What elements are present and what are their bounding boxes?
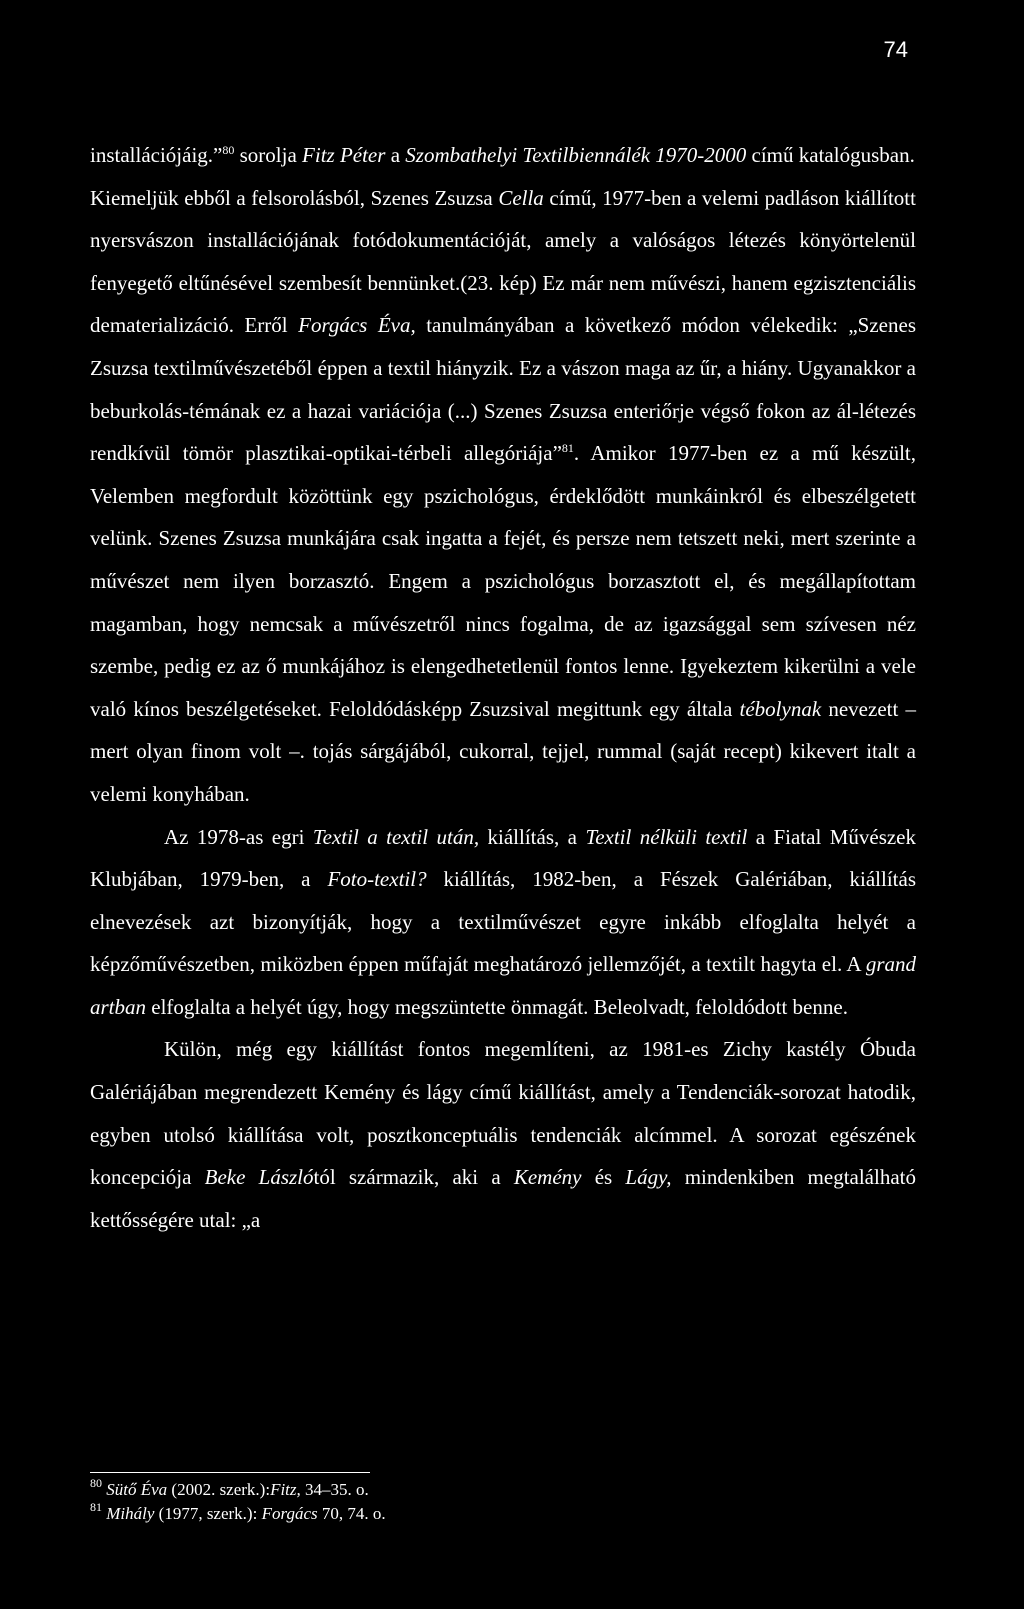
italic-text: Fitz, <box>270 1480 301 1499</box>
text-run: elfoglalta a helyét úgy, hogy megszüntette önmagát. Beleolvadt, feloldódott benne. <box>146 994 848 1019</box>
paragraph <box>90 816 916 1029</box>
footnote <box>90 1502 916 1526</box>
footnote <box>90 1478 916 1502</box>
text-run: Kiemeljük ebből a felsorolásból, Szenes Zsuzsa <box>90 185 499 210</box>
text-run: című, 1977-ben a velemi padláson kiállított nyersvászon installációjának fotódokumentációját, amely a valóságos létezés könyörtelenül fenyegető eltűnésével szembesít bennünket.(23. kép) Ez már nem művészi, hanem egzisztenciális dematerializáció. Erről <box>90 185 916 338</box>
text-run: című katalógusban. <box>746 143 915 167</box>
paragraph <box>90 177 916 816</box>
italic-text: Sütő Éva <box>106 1480 168 1499</box>
footnotes <box>90 1478 916 1526</box>
italic-text: Forgács <box>261 1504 318 1523</box>
text-run: nevezett – mert olyan finom volt –. tojás sárgájából, cukorral, tejjel, rummal (saját recept) kikevert italt a velemi konyhában. <box>90 696 917 806</box>
text-run: tanulmányában a következő módon vélekedik: „Szenes Zsuzsa textilművészetéből éppen a textil hiányzik. Ez a vászon maga az űr, a hiány. Ugyanakkor a beburkolás-témának ez a hazai variációja (...) Szenes Zsuzsa enteriőrje végső fokon az ál-létezés rendkívül tömör plasztikai-optikai-térbeli allegóriája” <box>90 313 916 466</box>
text-run: Külön, még egy kiállítást fontos megemlíteni, az 1981-es Zichy kastély Óbuda Galériájában megrendezett Kemény és lágy című kiállítást, amely a Tendenciák-sorozat hatodik, egyben utolsó kiállítása volt, posztkonceptuális tendenciák alcímmel. A sorozat egészének koncepciója <box>90 1037 916 1190</box>
text-run: és <box>581 1165 626 1190</box>
italic-text: Lágy, <box>625 1165 672 1190</box>
text-run: tól származik, aki a <box>313 1165 514 1190</box>
italic-text: Foto-textil? <box>327 867 427 892</box>
text-run: mindenkiben megtalálható kettősségére utal: „a <box>90 1165 916 1232</box>
footnote-reference: 80 <box>222 143 235 157</box>
text-run: a Fiatal Művészek Klubjában, 1979-ben, a <box>90 824 917 892</box>
italic-text: Fitz Péter <box>302 143 386 167</box>
paragraph <box>90 1028 916 1241</box>
text-run: installációjáig.” <box>90 143 223 167</box>
footnote-text: (1977, szerk.): <box>154 1504 262 1523</box>
italic-text: Mihály <box>106 1504 155 1523</box>
text-run: sorolja <box>234 143 303 167</box>
text-run: a <box>385 143 406 167</box>
footnote-text: 34–35. o. <box>300 1480 369 1499</box>
footnote-text: (2002. szerk.): <box>167 1480 271 1499</box>
italic-text: Textil nélküli textil <box>585 824 748 849</box>
italic-text: tébolynak <box>739 696 822 721</box>
italic-text: Szombathelyi Textilbiennálék 1970-2000 <box>405 143 747 167</box>
footnote-reference: 81 <box>90 1500 102 1514</box>
italic-text: Textil a textil után, <box>312 824 480 849</box>
text-run: . Amikor 1977-ben ez a mű készült, Velemben megfordult közöttünk egy pszichológus, érdeklődött munkáinkról és elbeszélgetett velünk. Szenes Zsuzsa munkájára csak ingatta a fejét, és persze nem tetszett neki, mert szerinte a művészet nem ilyen borzasztó. Engem a pszichológus borzasztott el, és megállapítottam magamban, hogy nemcsak a művészetről nincs fogalma, de az igazsággal sem szívesen néz szembe, pedig ez az ő munkájához is elengedhetetlenül fontos lenne. Igyekeztem kikerülni a vele való kínos beszélgetéseket. Feloldódásképp Zsuzsival megittunk egy általa <box>90 441 916 721</box>
footnote-reference: 80 <box>90 1476 102 1490</box>
text-run: kiállítás, a <box>479 824 586 849</box>
italic-text: Forgács Éva, <box>298 313 416 338</box>
text-run: kiállítás, 1982-ben, a Fészek Galériában, kiállítás elnevezések azt bizonyítják, hogy a textilművészet egyre inkább elfoglalta helyét a képzőművészetben, miközben éppen műfaját meghatározó jellemzőjét, a textilt hagyta el. A <box>90 867 916 977</box>
italic-text: Cella <box>498 185 544 210</box>
text-run: Az 1978-as egri <box>164 824 313 849</box>
footnote-text: 70, 74. o. <box>317 1504 386 1523</box>
italic-text: grand artban <box>90 952 916 1019</box>
footnote-reference: 81 <box>561 441 574 456</box>
page-number: 74 <box>883 37 908 62</box>
italic-text: Kemény <box>513 1165 582 1190</box>
italic-text: Beke László <box>204 1165 314 1190</box>
paragraph <box>90 134 916 177</box>
body-text <box>90 134 916 1241</box>
footnote-divider <box>90 1472 370 1473</box>
